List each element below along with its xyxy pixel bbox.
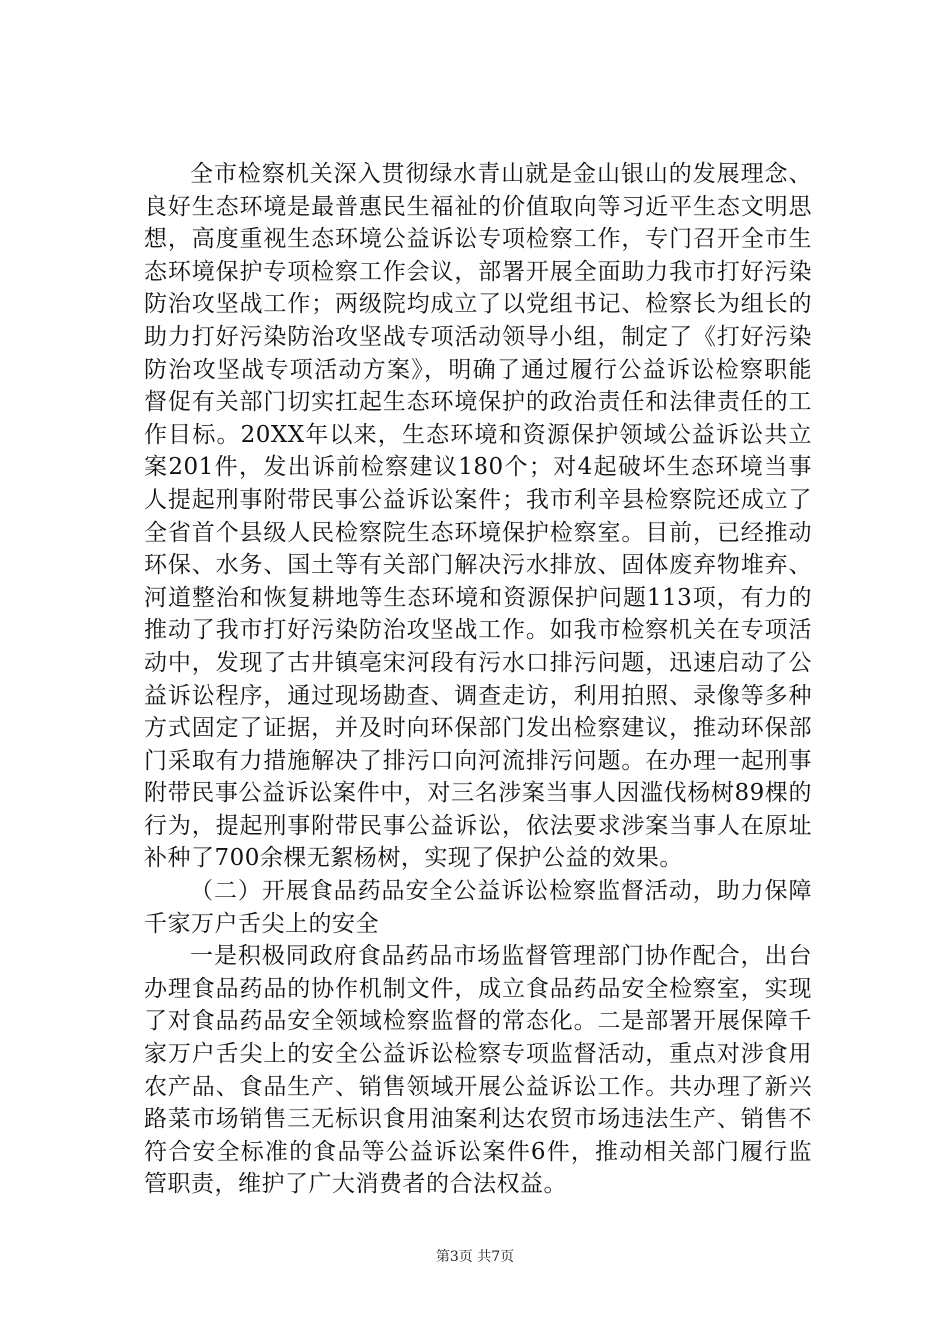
section-heading-food-drug: （二）开展食品药品安全公益诉讼检察监督活动，助力保障千家万户舌尖上的安全 (144, 878, 812, 937)
document-body (144, 158, 812, 1201)
body-paragraph-environment: 全市检察机关深入贯彻绿水青山就是金山银山的发展理念、良好生态环境是最普惠民生福祉的价值取向等习近平生态文明思想，高度重视生态环境公益诉讼专项检察工作，专门召开全市生态环境保护专项检察工作会议，部署开展全面助力我市打好污染防治攻坚战工作；两级院均成立了以党组书记、检察长为组长的助力打好污染防治攻坚战专项活动领导小组，制定了《打好污染防治攻坚战专项活动方案》，明确了通过履行公益诉讼检察职能督促有关部门切实扛起生态环境保护的政治责任和法律责任的工作目标。20XX年以来，生态环境和资源保护领域公益诉讼共立案201件，发出诉前检察建议180个；对4起破坏生态环境当事人提起刑事附带民事公益诉讼案件；我市利辛县检察院还成立了全省首个县级人民检察院生态环境保护检察室。目前，已经推动环保、水务、国土等有关部门解决污水排放、固体废弃物堆弃、河道整治和恢复耕地等生态环境和资源保护问题113项，有力的推动了我市打好污染防治攻坚战工作。如我市检察机关在专项活动中，发现了古井镇亳宋河段有污水口排污问题，迅速启动了公益诉讼程序，通过现场勘查、调查走访，利用拍照、录像等多种方式固定了证据，并及时向环保部门发出检察建议，推动环保部门采取有力措施解决了排污口向河流排污问题。在办理一起刑事附带民事公益诉讼案件中，对三名涉案当事人因滥伐杨树89棵的行为，提起刑事附带民事公益诉讼，依法要求涉案当事人在原址补种了700余棵无絮杨树，实现了保护公益的效果。 (144, 161, 812, 872)
page-number-footer: 第3页 共7页 (435, 1249, 515, 1265)
body-paragraph-food-drug: 一是积极同政府食品药品市场监督管理部门协作配合，出台办理食品药品的协作机制文件，成立食品药品安全检察室，实现了对食品药品安全领域检察监督的常态化。二是部署开展保障千家万户舌尖上的安全公益诉讼检察专项监督活动，重点对涉食用农产品、食品生产、销售领域开展公益诉讼工作。共办理了新兴路菜市场销售三无标识食用油案利达农贸市场违法生产、销售不符合安全标准的食品等公益诉讼案件6件，推动相关部门履行监管职责，维护了广大消费者的合法权益。 (144, 943, 812, 1198)
